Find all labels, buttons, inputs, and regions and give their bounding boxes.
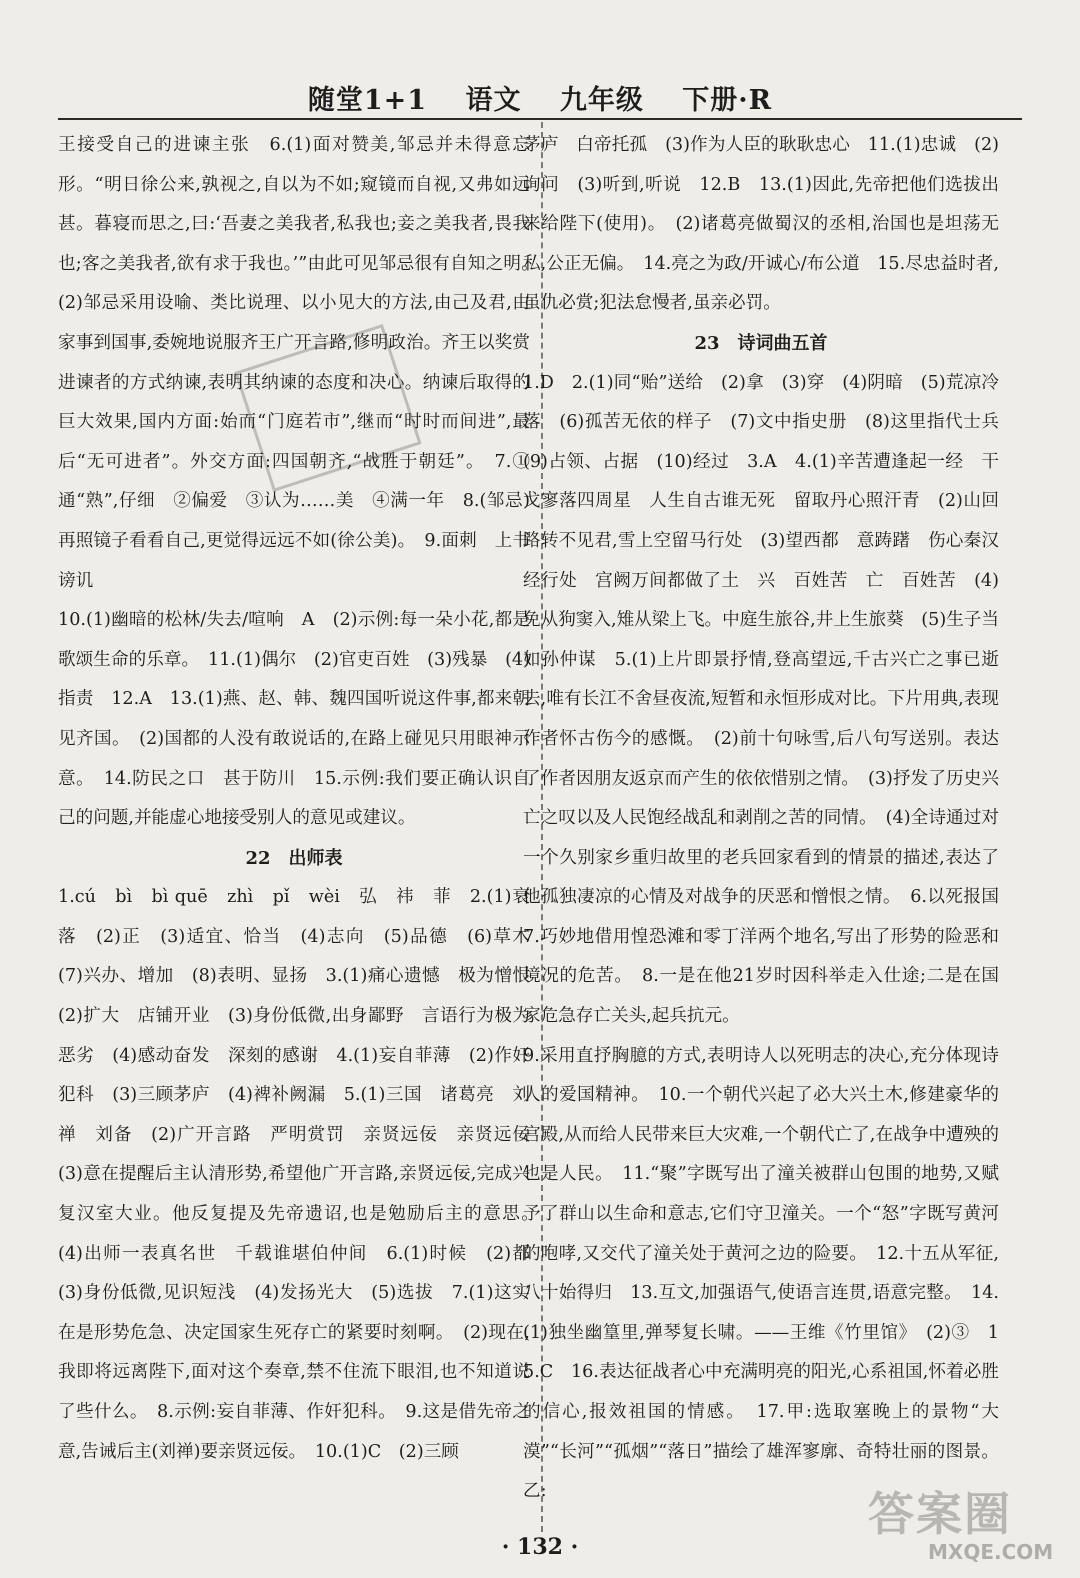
answer-paragraph: 10.(1)幽暗的松林/失去/喧响 A (2)示例:每一朵小花,都是歌颂生命的乐章。 11.(1)偶尔 (2)官吏百姓 (3)残暴 (4)指责 12.A 13.(1)燕、赵、韩、魏四国听说这件事,都来朝见齐国。 (2)国都的人没有敢说话的,在路上碰见只用眼神示意。 14.防民之口 甚于防川 15.示例:我们要正确认识自己的问题,并能虚心地接受别人的意见或建议。 <box>58 610 530 829</box>
left-column <box>58 126 530 1526</box>
answer-paragraph: 茅庐 白帝托孤 (3)作为人臣的耿耿忠心 11.(1)忠诚 (2)询问 (3)听到,听说 12.B 13.(1)因此,先帝把他们选拔出来给陛下(使用)。 (2)诸葛亮做蜀汉的丞相,治国也是坦荡无私,公正无偏。 14.亮之为政/开诚心/布公道 15.尽忠益时者,虽仇必赏;犯法怠慢者,虽亲必罚。 <box>523 135 999 314</box>
page-header <box>0 78 1080 116</box>
answer-paragraph: 1.D 2.(1)同“贻”送给 (2)拿 (3)穿 (4)阴暗 (5)荒凉冷落 (6)孤苦无依的样子 (7)文中指史册 (8)这里指代士兵 (9)占领、占据 (10)经过 3.A 4.(1)辛苦遭逢起一经 干戈寥落四周星 人生自古谁无死 留取丹心照汗青 (2)山回路转不见君,雪上空留马行处 (3)望西都 意踌躇 伤心秦汉经行处 宫阙万间都做了土 兴 百姓苦 亡 百姓苦 (4)免从狗窦入,雉从梁上飞。中庭生旅谷,井上生旅葵 (5)生子当如孙仲谋 5.(1)上片即景抒情,登高望远,千古兴亡之事已逝去,唯有长江不舍昼夜流,短暂和永恒形成对比。下片用典,表现作者怀古伤今的感慨。 (2)前十句咏雪,后八句写送别。表达了作者因朋友返京而产生的依依惜别之情。 (3)抒发了历史兴亡之叹以及人民饱经战乱和剥削之苦的同情。 (4)全诗通过对一个久别家乡重归故里的老兵回家看到的情景的描述,表达了他孤独凄凉的心情及对战争的厌恶和憎恨之情。 6.以死报国 7.巧妙地借用惶恐滩和零丁洋两个地名,写出了形势的险恶和境况的危苦。 8.一是在他21岁时因科举走入仕途;二是在国家危急存亡关头,起兵抗元。 <box>523 372 999 1027</box>
header-rule <box>58 118 1022 120</box>
watermark-url: MXQE.COM <box>928 1540 1054 1564</box>
answer-paragraph: 王接受自己的进谏主张 6.(1)面对赞美,邹忌并未得意忘形。“明日徐公来,孰视之,自以为不如;窥镜而自视,又弗如远甚。暮寝而思之,曰:‘吾妻之美我者,私我也;妾之美我者,畏我也;客之美我者,欲有求于我也。’”由此可见邹忌很有自知之明。 (2)邹忌采用设喻、类比说理、以小见大的方法,由己及君,由家事到国事,委婉地说服齐王广开言路,修明政治。齐王以奖赏进谏者的方式纳谏,表明其纳谏的态度和决心。纳谏后取得的巨大效果,国内方面:始而“门庭若市”,继而“时时而间进”,最后“无可进者”。外交方面:四国朝齐,“战胜于朝廷”。 7.①通“熟”,仔细 ②偏爱 ③认为……美 ④满一年 8.(邹忌)再照镜子看看自己,更觉得远远不如(徐公美)。 9.面刺 上书 谤讥 <box>58 135 530 591</box>
answer-paragraph: 9.采用直抒胸臆的方式,表明诗人以死明志的决心,充分体现诗人的爱国精神。 10.一个朝代兴起了必大兴土木,修建豪华的宫殿,从而给人民带来巨大灾难,一个朝代亡了,在战争中遭殃的也是人民。 11.“聚”字既写出了潼关被群山包围的地势,又赋予了群山以生命和意志,它们守卫潼关。一个“怒”字既写黄河的咆哮,又交代了潼关处于黄河之边的险要。 12.十五从军征,八十始得归 13.互文,加强语气,使语言连贯,语意完整。 14.(1)独坐幽篁里,弹琴复长啸。——王维《竹里馆》 (2)③ 15.C 16.表达征战者心中充满明亮的阳光,心系祖国,怀着必胜的信心,报效祖国的情感。 17.甲:选取塞晚上的景物“大漠”“长河”“孤烟”“落日”描绘了雄浑寥廓、奇特壮丽的图景。乙: <box>523 1045 999 1502</box>
book-series: 随堂1+1 <box>307 85 428 116</box>
volume: 下册·R <box>682 85 773 116</box>
grade: 九年级 <box>559 85 644 116</box>
watermark-text: 答案圈 <box>868 1487 1012 1541</box>
right-column <box>523 126 999 1526</box>
watermark-logo <box>858 1478 1068 1568</box>
section-title: 22 出师表 <box>245 847 343 869</box>
answer-paragraph: 1.cú bì bì quē zhì pǐ wèi 弘 祎 菲 2.(1)衰落 (2)正 (3)适宜、恰当 (4)志向 (5)品德 (6)草木 (7)兴办、增加 (8)表明、显扬 3.(1)痛心遗憾 极为憎恨 (2)扩大 店铺开业 (3)身份低微,出身鄙野 言语行为极为恶劣 (4)感动奋发 深刻的感谢 4.(1)妄自菲薄 (2)作奸犯科 (3)三顾茅庐 (4)裨补阙漏 5.(1)三国 诸葛亮 刘禅 刘备 (2)广开言路 严明赏罚 亲贤远佞 亲贤远佞 (3)意在提醒后主认清形势,希望他广开言路,亲贤远佞,完成兴复汉室大业。他反复提及先帝遗诏,也是勉励后主的意思。 (4)出师一表真名世 千载谁堪伯仲间 6.(1)时候 (2)都 (3)身份低微,见识短浅 (4)发扬光大 (5)选拔 7.(1)这实在是形势危急、决定国家生死存亡的紧要时刻啊。 (2)现在,我即将远离陛下,面对这个奏章,禁不住流下眼泪,也不知道说了些什么。 8.示例:妄自菲薄、作奸犯科。 9.这是借先帝之意,告诫后主(刘禅)要亲贤远佞。 10.(1)C (2)三顾 <box>58 887 530 1462</box>
page-number: · 132 · <box>501 1534 579 1560</box>
subject: 语文 <box>465 85 522 116</box>
section-title: 23 诗词曲五首 <box>694 332 828 354</box>
